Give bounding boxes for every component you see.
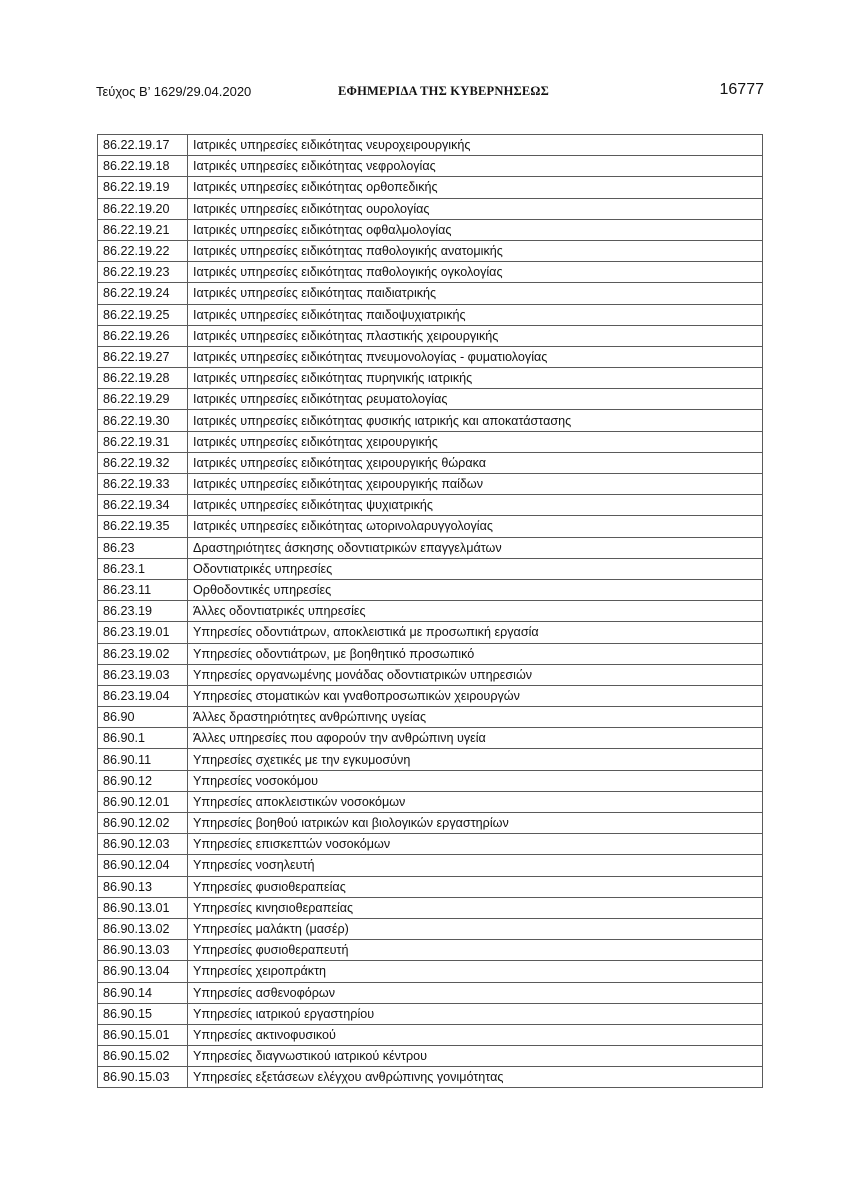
table-row [98, 940, 763, 961]
table-row [98, 1003, 763, 1024]
table-row [98, 262, 763, 283]
activity-code: 86.22.19.34 [98, 495, 188, 516]
activity-code: 86.90.13.03 [98, 940, 188, 961]
activity-description: Ιατρικές υπηρεσίες ειδικότητας παθολογικής ανατομικής [188, 240, 763, 261]
table-row [98, 579, 763, 600]
page-header [96, 82, 764, 104]
activity-description: Υπηρεσίες οδοντιάτρων, με βοηθητικό προσωπικό [188, 643, 763, 664]
activity-description: Υπηρεσίες σχετικές με την εγκυμοσύνη [188, 749, 763, 770]
activity-code: 86.22.19.18 [98, 156, 188, 177]
activity-description: Ιατρικές υπηρεσίες ειδικότητας ορθοπεδικής [188, 177, 763, 198]
table-row [98, 622, 763, 643]
activity-code: 86.22.19.21 [98, 219, 188, 240]
activity-code: 86.23.11 [98, 579, 188, 600]
activity-code: 86.90.12.03 [98, 834, 188, 855]
table-row [98, 240, 763, 261]
activity-code: 86.22.19.20 [98, 198, 188, 219]
table-row [98, 516, 763, 537]
activity-code: 86.22.19.24 [98, 283, 188, 304]
activity-code: 86.23 [98, 537, 188, 558]
activity-code: 86.22.19.35 [98, 516, 188, 537]
table-row [98, 1024, 763, 1045]
table-row [98, 749, 763, 770]
activity-code: 86.90.15 [98, 1003, 188, 1024]
table-row [98, 982, 763, 1003]
activity-code: 86.22.19.32 [98, 452, 188, 473]
activity-code: 86.22.19.22 [98, 240, 188, 261]
table-row [98, 431, 763, 452]
activity-code: 86.90.13 [98, 876, 188, 897]
table-row [98, 1067, 763, 1088]
table-row [98, 368, 763, 389]
activity-code: 86.22.19.25 [98, 304, 188, 325]
activity-description: Υπηρεσίες μαλάκτη (μασέρ) [188, 918, 763, 939]
activity-code: 86.22.19.23 [98, 262, 188, 283]
activity-description: Οδοντιατρικές υπηρεσίες [188, 558, 763, 579]
activity-code-table [97, 134, 763, 1088]
activity-description: Ιατρικές υπηρεσίες ειδικότητας νεφρολογίας [188, 156, 763, 177]
table-row [98, 664, 763, 685]
activity-code: 86.90.12 [98, 770, 188, 791]
table-row [98, 876, 763, 897]
activity-code: 86.22.19.31 [98, 431, 188, 452]
table-row [98, 601, 763, 622]
activity-code: 86.22.19.19 [98, 177, 188, 198]
activity-code: 86.90 [98, 707, 188, 728]
activity-description: Ιατρικές υπηρεσίες ειδικότητας νευροχειρουργικής [188, 135, 763, 156]
activity-description: Ιατρικές υπηρεσίες ειδικότητας παιδιατρικής [188, 283, 763, 304]
activity-description: Ιατρικές υπηρεσίες ειδικότητας παιδοψυχιατρικής [188, 304, 763, 325]
activity-code: 86.22.19.27 [98, 346, 188, 367]
activity-code: 86.90.12.01 [98, 791, 188, 812]
activity-description: Υπηρεσίες ασθενοφόρων [188, 982, 763, 1003]
activity-description: Υπηρεσίες αποκλειστικών νοσοκόμων [188, 791, 763, 812]
table-row [98, 474, 763, 495]
activity-description: Υπηρεσίες νοσηλευτή [188, 855, 763, 876]
activity-description: Ιατρικές υπηρεσίες ειδικότητας οφθαλμολογίας [188, 219, 763, 240]
activity-code: 86.23.19.03 [98, 664, 188, 685]
activity-description: Ιατρικές υπηρεσίες ειδικότητας χειρουργικής θώρακα [188, 452, 763, 473]
activity-description: Υπηρεσίες επισκεπτών νοσοκόμων [188, 834, 763, 855]
activity-code: 86.90.14 [98, 982, 188, 1003]
table-row [98, 325, 763, 346]
activity-code: 86.23.1 [98, 558, 188, 579]
table-row [98, 558, 763, 579]
activity-code: 86.22.19.30 [98, 410, 188, 431]
table-row [98, 813, 763, 834]
activity-description: Υπηρεσίες διαγνωστικού ιατρικού κέντρου [188, 1046, 763, 1067]
table-row [98, 389, 763, 410]
activity-code: 86.90.11 [98, 749, 188, 770]
activity-code: 86.23.19 [98, 601, 188, 622]
activity-code: 86.22.19.33 [98, 474, 188, 495]
activity-description: Ιατρικές υπηρεσίες ειδικότητας ωτορινολαρυγγολογίας [188, 516, 763, 537]
table-row [98, 495, 763, 516]
activity-code: 86.90.15.01 [98, 1024, 188, 1045]
activity-description: Ιατρικές υπηρεσίες ειδικότητας πλαστικής χειρουργικής [188, 325, 763, 346]
table-row [98, 452, 763, 473]
table-row [98, 156, 763, 177]
activity-description: Δραστηριότητες άσκησης οδοντιατρικών επαγγελμάτων [188, 537, 763, 558]
activity-description: Ιατρικές υπηρεσίες ειδικότητας παθολογικής ογκολογίας [188, 262, 763, 283]
table-row [98, 770, 763, 791]
table-row [98, 961, 763, 982]
table-row [98, 177, 763, 198]
table-row [98, 219, 763, 240]
activity-description: Υπηρεσίες φυσιοθεραπείας [188, 876, 763, 897]
page-number: 16777 [719, 81, 764, 98]
activity-description: Υπηρεσίες νοσοκόμου [188, 770, 763, 791]
activity-description: Υπηρεσίες κινησιοθεραπείας [188, 897, 763, 918]
table-row [98, 855, 763, 876]
activity-description: Ιατρικές υπηρεσίες ειδικότητας πνευμονολογίας - φυματιολογίας [188, 346, 763, 367]
activity-code: 86.90.1 [98, 728, 188, 749]
activity-description: Άλλες οδοντιατρικές υπηρεσίες [188, 601, 763, 622]
table-row [98, 728, 763, 749]
activity-description: Άλλες υπηρεσίες που αφορούν την ανθρώπινη υγεία [188, 728, 763, 749]
activity-description: Ιατρικές υπηρεσίες ειδικότητας ψυχιατρικής [188, 495, 763, 516]
table-row [98, 410, 763, 431]
table-row [98, 135, 763, 156]
table-row [98, 685, 763, 706]
activity-code: 86.90.15.03 [98, 1067, 188, 1088]
activity-description: Υπηρεσίες βοηθού ιατρικών και βιολογικών εργαστηρίων [188, 813, 763, 834]
table-row [98, 643, 763, 664]
table-row [98, 791, 763, 812]
table-row [98, 918, 763, 939]
activity-description: Υπηρεσίες οδοντιάτρων, αποκλειστικά με προσωπική εργασία [188, 622, 763, 643]
table-row [98, 1046, 763, 1067]
activity-description: Υπηρεσίες στοματικών και γναθοπροσωπικών χειρουργών [188, 685, 763, 706]
table-row [98, 707, 763, 728]
activity-code: 86.23.19.01 [98, 622, 188, 643]
activity-code: 86.90.15.02 [98, 1046, 188, 1067]
activity-description: Υπηρεσίες εξετάσεων ελέγχου ανθρώπινης γονιμότητας [188, 1067, 763, 1088]
activity-code: 86.90.13.04 [98, 961, 188, 982]
activity-description: Υπηρεσίες ακτινοφυσικού [188, 1024, 763, 1045]
table-row [98, 897, 763, 918]
activity-description: Ιατρικές υπηρεσίες ειδικότητας χειρουργικής [188, 431, 763, 452]
activity-description: Υπηρεσίες ιατρικού εργαστηρίου [188, 1003, 763, 1024]
activity-description: Υπηρεσίες οργανωμένης μονάδας οδοντιατρικών υπηρεσιών [188, 664, 763, 685]
table-row [98, 283, 763, 304]
activity-description: Ιατρικές υπηρεσίες ειδικότητας ρευματολογίας [188, 389, 763, 410]
activity-description: Ιατρικές υπηρεσίες ειδικότητας φυσικής ιατρικής και αποκατάστασης [188, 410, 763, 431]
activity-description: Υπηρεσίες χειροπράκτη [188, 961, 763, 982]
activity-code: 86.22.19.29 [98, 389, 188, 410]
activity-code: 86.22.19.28 [98, 368, 188, 389]
activity-code: 86.23.19.02 [98, 643, 188, 664]
table-row [98, 198, 763, 219]
table-row [98, 304, 763, 325]
activity-code: 86.22.19.17 [98, 135, 188, 156]
activity-code: 86.90.12.04 [98, 855, 188, 876]
activity-description: Ορθοδοντικές υπηρεσίες [188, 579, 763, 600]
table-row [98, 537, 763, 558]
table-row [98, 346, 763, 367]
activity-code: 86.22.19.26 [98, 325, 188, 346]
issue-reference: Τεύχος Β’ 1629/29.04.2020 [96, 84, 252, 99]
gazette-title: ΕΦΗΜΕΡΙΔΑ ΤΗΣ ΚΥΒΕΡΝΗΣΕΩΣ [338, 84, 549, 98]
table-row [98, 834, 763, 855]
activity-description: Άλλες δραστηριότητες ανθρώπινης υγείας [188, 707, 763, 728]
activity-code: 86.90.13.01 [98, 897, 188, 918]
activity-description: Ιατρικές υπηρεσίες ειδικότητας ουρολογίας [188, 198, 763, 219]
activity-description: Ιατρικές υπηρεσίες ειδικότητας πυρηνικής ιατρικής [188, 368, 763, 389]
activity-code: 86.90.13.02 [98, 918, 188, 939]
activity-description: Υπηρεσίες φυσιοθεραπευτή [188, 940, 763, 961]
activity-code: 86.90.12.02 [98, 813, 188, 834]
activity-description: Ιατρικές υπηρεσίες ειδικότητας χειρουργικής παίδων [188, 474, 763, 495]
activity-code: 86.23.19.04 [98, 685, 188, 706]
